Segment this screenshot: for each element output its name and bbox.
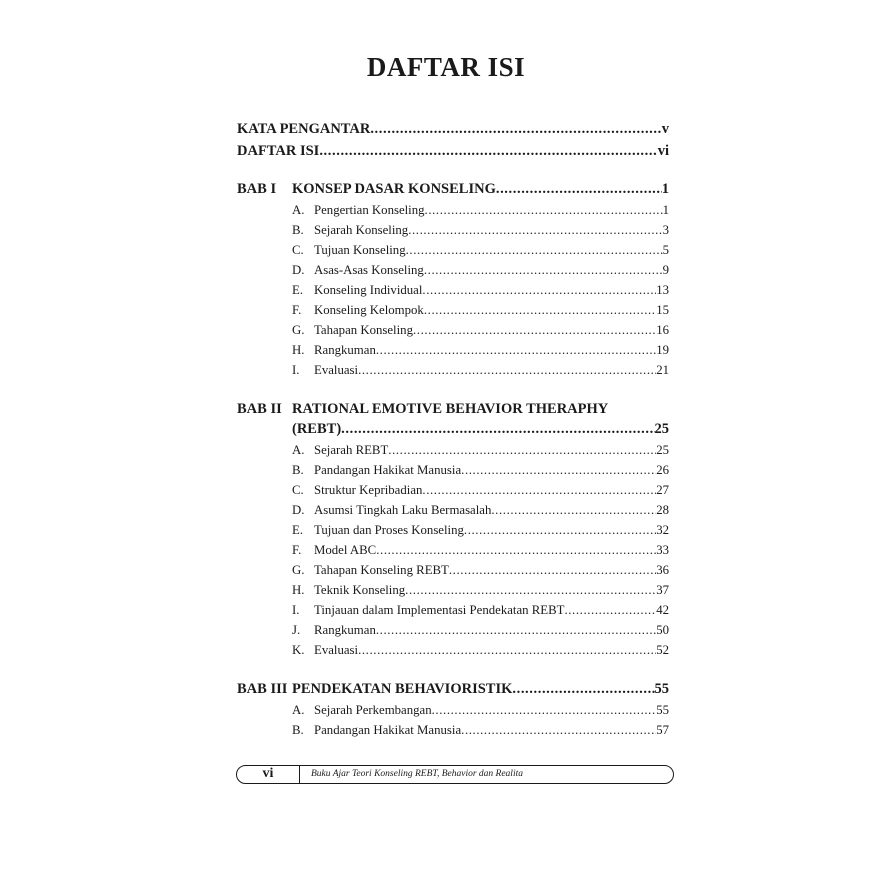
toc-front-1 [237,120,669,138]
leader-dots [376,621,656,639]
entry-letter: G. [292,563,305,577]
toc-entry [292,441,669,459]
entry-title: Rangkuman [314,623,376,637]
entry-page: 55 [656,703,669,717]
toc-entry [292,721,669,739]
leader-dots [422,281,656,299]
entry-title: Teknik Konseling [314,583,406,597]
leader-dots [422,481,656,499]
leader-dots [424,301,656,319]
entry-letter: B. [292,723,304,737]
chapter-label: BAB I [237,181,277,197]
footer-divider [299,766,300,783]
entry-page: 32 [656,523,669,537]
leader-dots [449,561,656,579]
toc-entry [292,581,669,599]
toc-entry [292,281,669,299]
footer-page-number: vi [262,766,274,781]
entry-title: Tahapan Konseling [314,323,413,337]
entry-page: 21 [656,363,669,377]
toc-entry [292,641,669,659]
entry-letter: C. [292,243,304,257]
entry-page: 3 [662,223,669,237]
leader-dots [564,601,656,619]
leader-dots [408,221,662,239]
chapter-title-label: (REBT) [292,421,342,437]
leader-dots [461,721,656,739]
entry-title: Model ABC [314,543,377,557]
entry-page: 25 [656,443,669,457]
toc-entry [292,301,669,319]
chapter-title-line: RATIONAL EMOTIVE BEHAVIOR THERAPHY [292,401,609,417]
entry-letter: J. [292,623,301,637]
leader-dots [376,341,656,359]
chapter-title [292,420,669,438]
entry-title: Struktur Kepribadian [314,483,423,497]
entry-letter: B. [292,223,304,237]
toc-entry [292,201,669,219]
entry-title: Konseling Individual [314,283,423,297]
chapter-title [292,680,669,698]
entry-letter: A. [292,703,305,717]
leader-dots [406,241,663,259]
toc-front-1-label: KATA PENGANTAR [237,121,371,137]
leader-dots [512,680,654,698]
leader-dots [376,541,656,559]
toc-entry [292,261,669,279]
entry-page: 42 [656,603,669,617]
toc-entry [292,221,669,239]
toc-entry [292,241,669,259]
entry-letter: D. [292,503,305,517]
chapter-title [292,180,669,198]
entry-letter: A. [292,443,305,457]
entry-letter: E. [292,523,304,537]
entry-title: Asas-Asas Konseling [314,263,424,277]
toc-entry [292,701,669,719]
entry-title: Rangkuman [314,343,376,357]
entry-letter: C. [292,483,304,497]
entry-letter: I. [292,363,300,377]
entry-letter: H. [292,583,305,597]
entry-letter: F. [292,543,302,557]
toc-entry [292,321,669,339]
page-title: DAFTAR ISI [366,52,526,82]
leader-dots [461,461,656,479]
toc-entry [292,501,669,519]
entry-page: 36 [656,563,669,577]
toc-entry [292,341,669,359]
toc-front-2-page: vi [657,143,669,159]
entry-title: Pengertian Konseling [314,203,425,217]
entry-page: 19 [656,343,669,357]
toc-entry [292,521,669,539]
entry-title: Sejarah REBT [314,443,389,457]
chapter-title-label: PENDEKATAN BEHAVIORISTIK [292,681,513,697]
leader-dots [358,641,656,659]
toc-front-2-label: DAFTAR ISI [237,143,320,159]
leader-dots [491,501,656,519]
entry-letter: I. [292,603,300,617]
chapter-title-label: KONSEP DASAR KONSELING [292,181,496,197]
leader-dots [464,521,656,539]
chapter-title-page: 25 [654,421,669,437]
leader-dots [358,361,656,379]
entry-page: 52 [656,643,669,657]
chapter-title-page: 1 [661,181,669,197]
entry-letter: K. [292,643,305,657]
leader-dots [424,261,663,279]
entry-title: Pandangan Hakikat Manusia [314,463,462,477]
entry-letter: G. [292,323,305,337]
entry-letter: D. [292,263,305,277]
leader-dots [413,321,656,339]
entry-title: Sejarah Konseling [314,223,409,237]
entry-title: Konseling Kelompok [314,303,424,317]
leader-dots [388,441,656,459]
leader-dots [341,420,654,438]
entry-page: 27 [656,483,669,497]
toc-front-1-page: v [661,121,669,137]
leader-dots [425,201,663,219]
entry-page: 50 [656,623,669,637]
chapter-title-page: 55 [654,681,669,697]
chapter-label: BAB III [237,681,288,697]
leader-dots [370,120,661,138]
footer-book-title: Buku Ajar Teori Konseling REBT, Behavior dan Realita [311,769,523,779]
entry-title: Evaluasi [314,643,359,657]
entry-letter: H. [292,343,305,357]
toc-entry [292,601,669,619]
toc-entry [292,561,669,579]
page-footer [236,765,674,784]
entry-letter: E. [292,283,304,297]
entry-letter: B. [292,463,304,477]
entry-title: Pandangan Hakikat Manusia [314,723,462,737]
entry-title: Tahapan Konseling REBT [314,563,449,577]
entry-title: Tinjauan dalam Implementasi Pendekatan REBT [314,603,565,617]
leader-dots [496,180,662,198]
leader-dots [432,701,657,719]
entry-letter: F. [292,303,302,317]
entry-page: 28 [656,503,669,517]
entry-title: Tujuan Konseling [314,243,406,257]
entry-title: Sejarah Perkembangan [314,703,432,717]
toc-entry [292,361,669,379]
entry-title: Evaluasi [314,363,359,377]
toc-entry [292,621,669,639]
toc-entry [292,481,669,499]
entry-page: 57 [656,723,669,737]
toc-front-2 [237,142,669,160]
entry-page: 13 [656,283,669,297]
entry-letter: A. [292,203,305,217]
entry-page: 1 [662,203,669,217]
leader-dots [405,581,656,599]
entry-title: Asumsi Tingkah Laku Bermasalah [314,503,492,517]
toc-entry [292,541,669,559]
leader-dots [319,142,657,160]
entry-page: 26 [656,463,669,477]
entry-page: 15 [656,303,669,317]
entry-page: 16 [656,323,669,337]
entry-page: 9 [662,263,669,277]
entry-page: 37 [656,583,669,597]
entry-page: 33 [656,543,669,557]
toc-entry [292,461,669,479]
chapter-label: BAB II [237,401,282,417]
entry-page: 5 [662,243,669,257]
entry-title: Tujuan dan Proses Konseling [314,523,464,537]
